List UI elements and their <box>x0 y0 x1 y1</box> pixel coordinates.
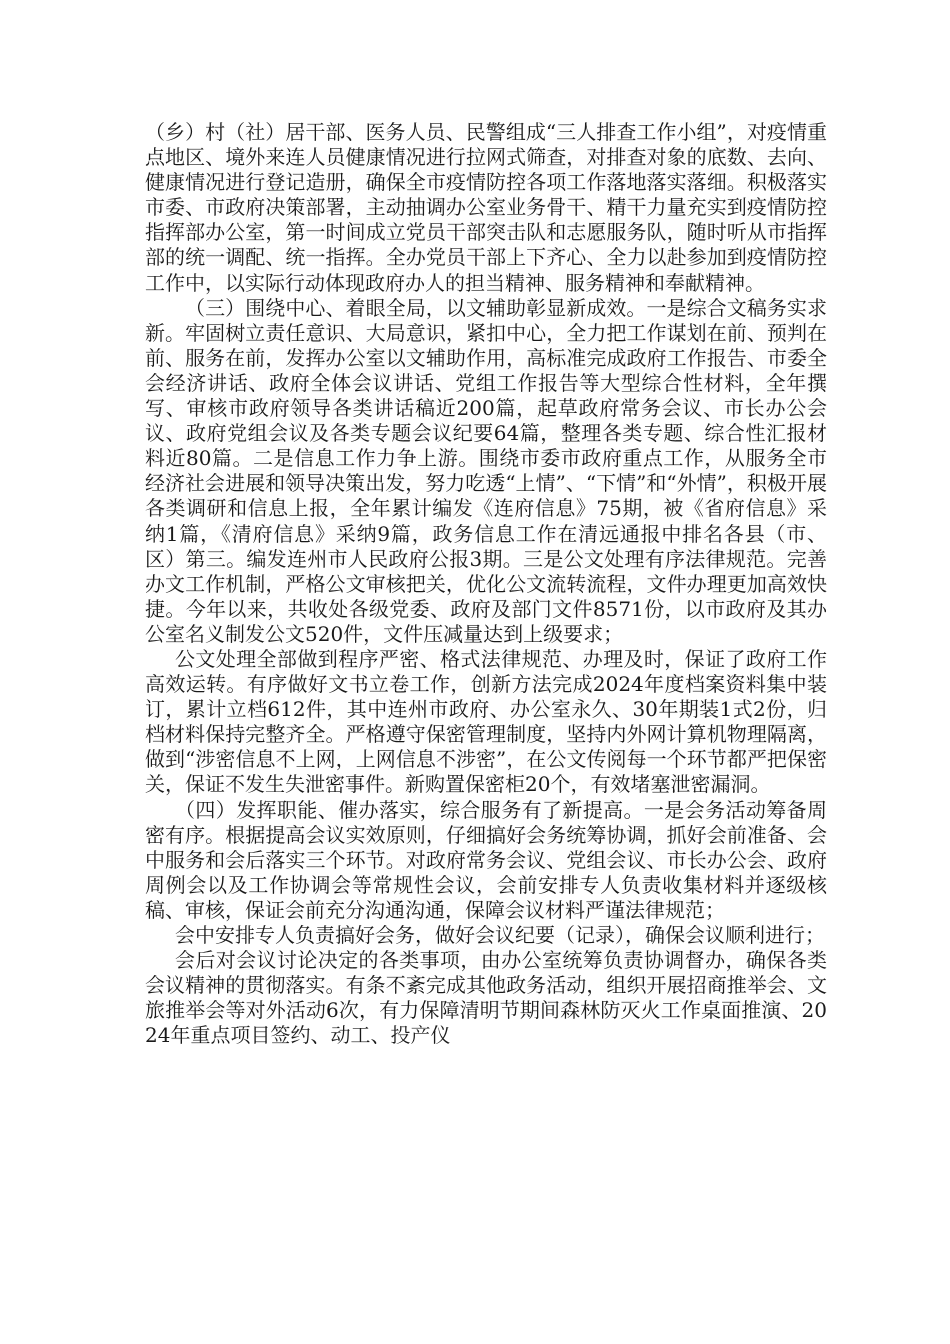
paragraph-1: （乡）村（社）居干部、医务人员、民警组成“三人排查工作小组”，对疫情重点地区、境外来连人员健康情况进行拉网式筛查，对排查对象的底数、去向、健康情况进行登记造册，确保全市疫情防控各项工作落地落实落细。积极落实市委、市政府决策部署，主动抽调办公室业务骨干、精干力量充实到疫情防控指挥部办公室，第一时间成立党员干部突击队和志愿服务队，随时听从市指挥部的统一调配、统一指挥。全办党员干部上下齐心、全力以赴参加到疫情防控工作中，以实际行动体现政府办人的担当精神、服务精神和奉献精神。 <box>145 120 827 295</box>
document-body <box>145 120 827 1048</box>
paragraph-2: （三）围绕中心、着眼全局，以文辅助彰显新成效。一是综合文稿务实求新。牢固树立责任意识、大局意识，紧扣中心，全力把工作谋划在前、预判在前、服务在前，发挥办公室以文辅助作用，高标准完成政府工作报告、市委全会经济讲话、政府全体会议讲话、党组工作报告等大型综合性材料，全年撰写、审核市政府领导各类讲话稿近200篇，起草政府常务会议、市长办公会议、政府党组会议及各类专题会议纪要64篇，整理各类专题、综合性汇报材料近80篇。二是信息工作力争上游。围绕市委市政府重点工作，从服务全市经济社会进展和领导决策出发，努力吃透“上情”、“下情”和“外情”，积极开展各类调研和信息上报，全年累计编发《连府信息》75期，被《省府信息》采纳1篇，《清府信息》采纳9篇，政务信息工作在清远通报中排名各县（市、区）第三。编发连州市人民政府公报3期。三是公文处理有序法律规范。完善办文工作机制，严格公文审核把关，优化公文流转流程，文件办理更加高效快捷。今年以来，共收处各级党委、政府及部门文件8571份，以市政府及其办公室名义制发公文520件，文件压减量达到上级要求； <box>145 295 827 646</box>
paragraph-6: 会后对会议讨论决定的各类事项，由办公室统筹负责协调督办，确保各类会议精神的贯彻落实。有条不紊完成其他政务活动，组织开展招商推举会、文旅推举会等对外活动6次，有力保障清明节期间森林防灭火工作桌面推演、2024年重点项目签约、动工、投产仪 <box>145 948 827 1048</box>
paragraph-5: 会中安排专人负责搞好会务，做好会议纪要（记录），确保会议顺利进行； <box>175 923 825 947</box>
paragraph-3: 公文处理全部做到程序严密、格式法律规范、办理及时，保证了政府工作高效运转。有序做好文书立卷工作，创新方法完成2024年度档案资料集中装订，累计立档612件，其中连州市政府、办公室永久、30年期装1式2份，归档材料保持完整齐全。严格遵守保密管理制度，坚持内外网计算机物理隔离，做到“涉密信息不上网，上网信息不涉密”，在公文传阅每一个环节都严把保密关，保证不发生失泄密事件。新购置保密柜20个，有效堵塞泄密漏洞。 <box>145 646 827 797</box>
paragraph-4: （四）发挥职能、催办落实，综合服务有了新提高。一是会务活动筹备周密有序。根据提高会议实效原则，仔细搞好会务统筹协调，抓好会前准备、会中服务和会后落实三个环节。对政府常务会议、党组会议、市长办公会、政府周例会以及工作协调会等常规性会议，会前安排专人负责收集材料并逐级核稿、审核，保证会前充分沟通沟通，保障会议材料严谨法律规范； <box>145 797 827 922</box>
